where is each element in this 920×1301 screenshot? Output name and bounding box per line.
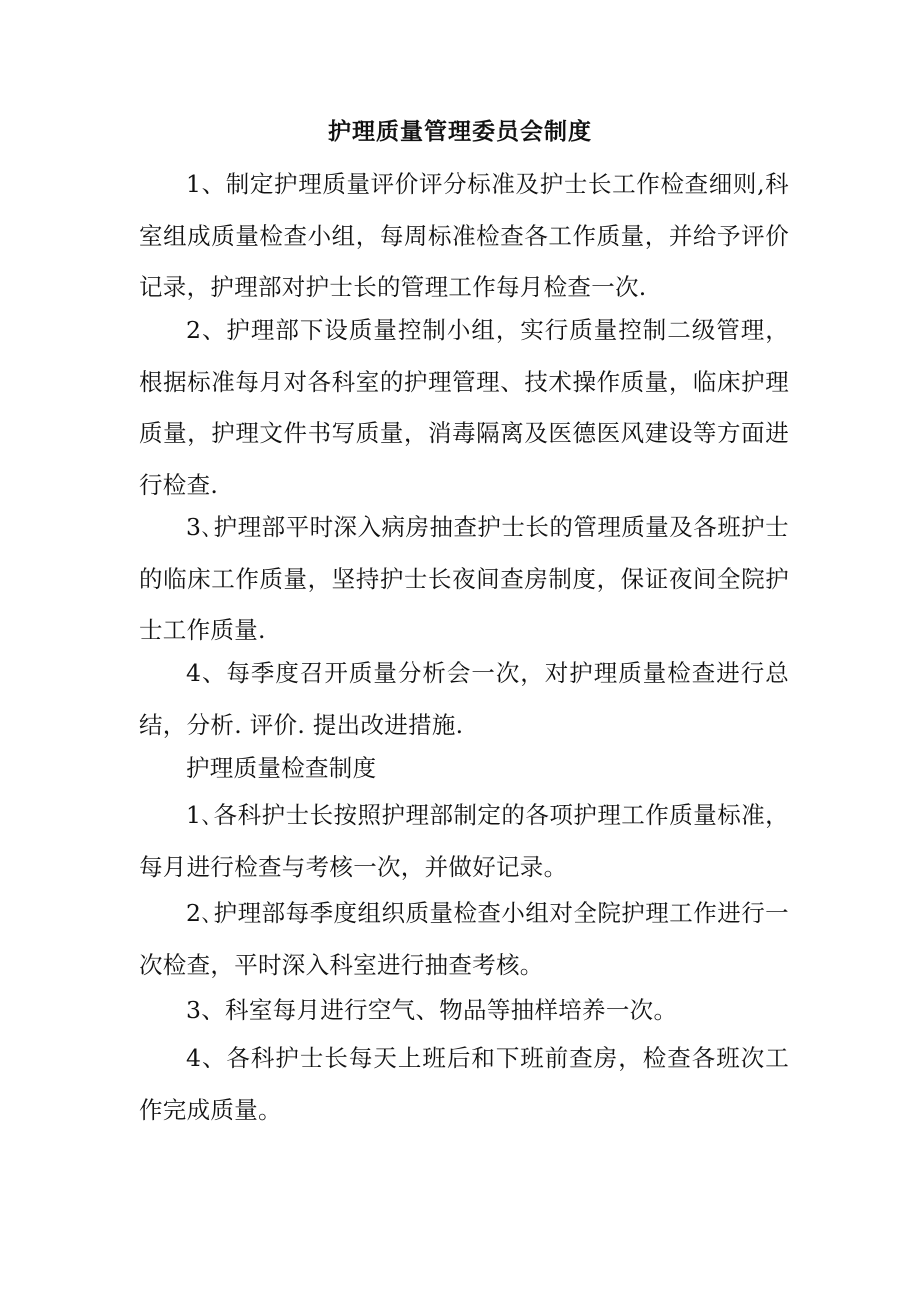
document-title: 护理质量管理委员会制度 <box>328 118 592 145</box>
paragraph-committee-item-3: 3､护理部平时深入病房抽查护士长的管理质量及各班护士的临床工作质量，坚持护士长夜间查房制度，保证夜间全院护士工作质量. <box>139 513 789 644</box>
paragraph-inspection-item-4: 4、各科护士长每天上班后和下班前查房，检查各班次工作完成质量。 <box>139 1044 789 1124</box>
paragraph-committee-item-2: 2、护理部下设质量控制小组，实行质量控制二级管理，根据标准每月对各科室的护理管理、技术操作质量，临床护理质量，护理文件书写质量，消毒隔离及医德医风建设等方面进行检查. <box>139 316 789 499</box>
paragraph-inspection-item-1: 1､各科护士长按照护理部制定的各项护理工作质量标准，每月进行检查与考核一次，并做好记录。 <box>139 801 789 881</box>
paragraph-committee-item-4: 4、每季度召开质量分析会一次，对护理质量检查进行总结，分析. 评价. 提出改进措施. <box>139 659 789 739</box>
section-heading-inspection: 护理质量检查制度 <box>186 754 377 782</box>
paragraph-inspection-item-2: 2､护理部每季度组织质量检查小组对全院护理工作进行一次检查，平时深入科室进行抽查考核。 <box>139 899 789 979</box>
paragraph-inspection-item-3: 3、科室每月进行空气、物品等抽样培养一次。 <box>186 996 678 1024</box>
paragraph-committee-item-1: 1、制定护理质量评价评分标准及护士长工作检查细则,科室组成质量检查小组，每周标准检查各工作质量，并给予评价记录，护理部对护士长的管理工作每月检查一次. <box>139 170 789 301</box>
